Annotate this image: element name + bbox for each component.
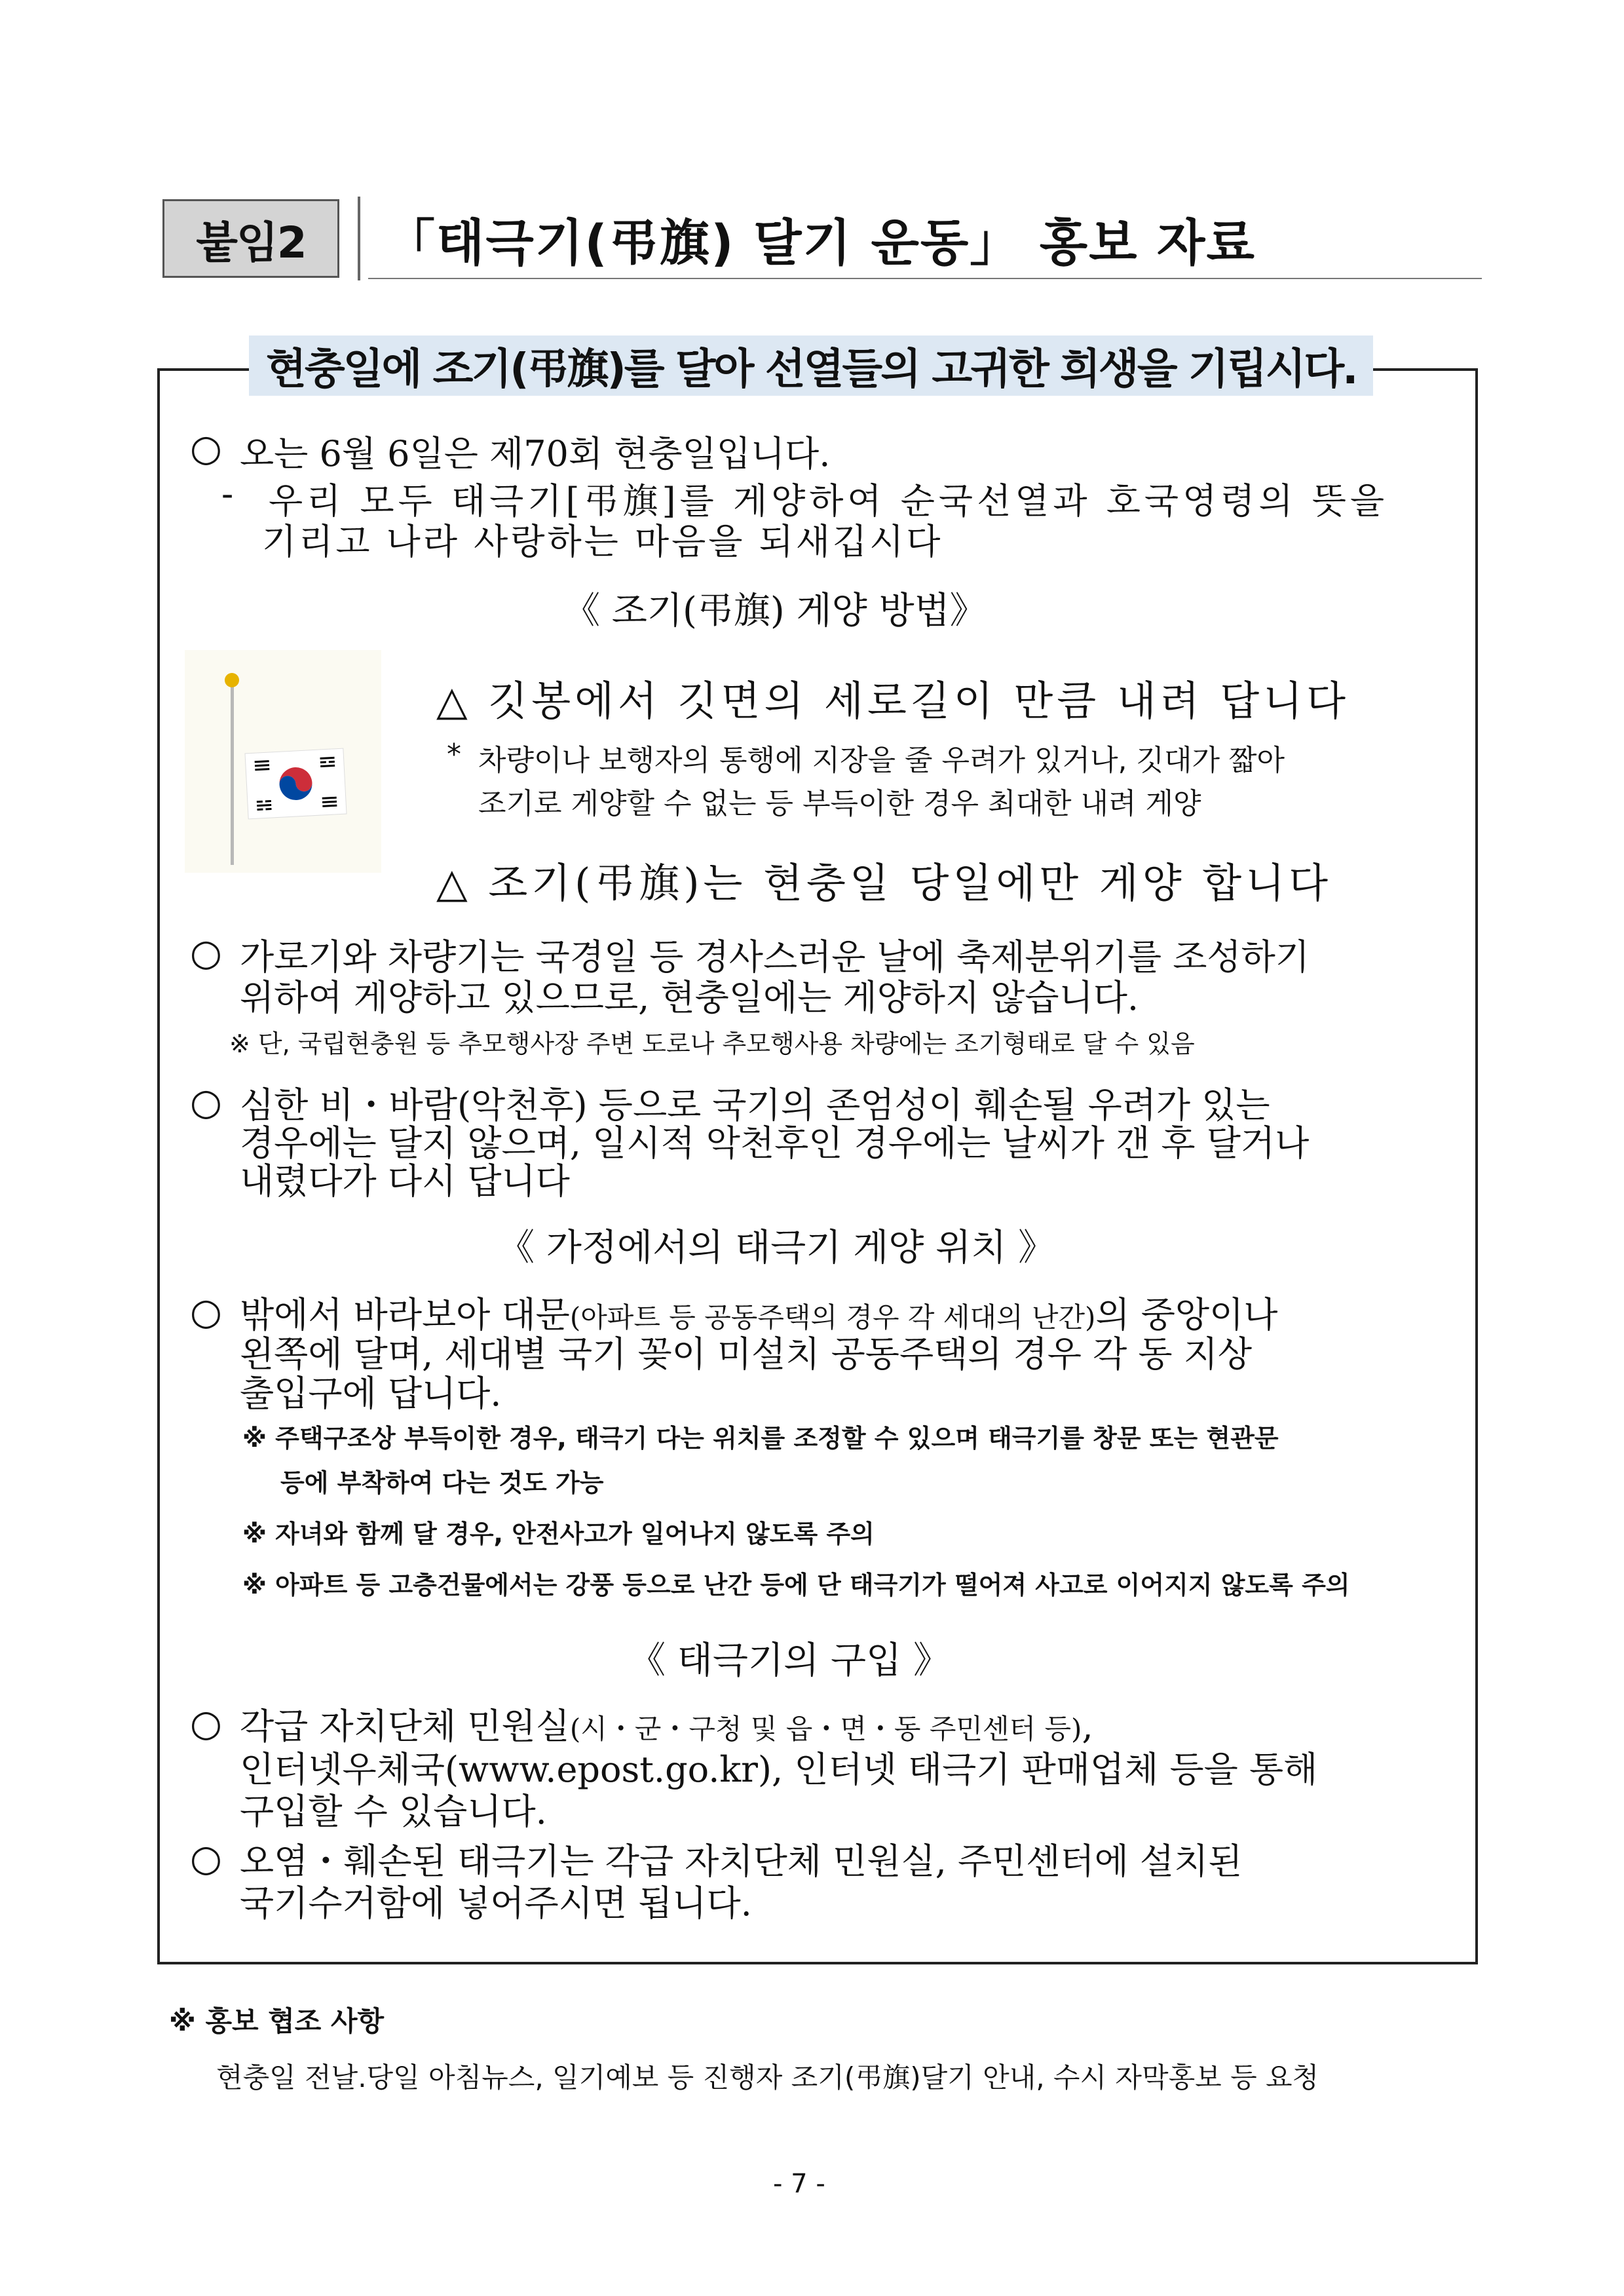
purchase-bullet-2: ○ — [190, 1837, 222, 1880]
street-bullet: ○ — [190, 932, 222, 974]
purchase-line1-b: , — [1082, 1706, 1093, 1747]
home-bullet: ○ — [190, 1291, 222, 1333]
purchase-line1-a: 각급 자치단체 민원실 — [240, 1706, 570, 1747]
weather-bullet: ○ — [190, 1081, 222, 1124]
cooperation-text: 현충일 전날.당일 아침뉴스, 일기예보 등 진행자 조기(弔旗)달기 안내, 수시 자막홍보 등 요청 — [216, 2061, 1319, 2094]
page-title: 「태극기(弔旗) 달기 운동」 홍보 자료 — [385, 214, 1256, 272]
title-divider — [358, 197, 360, 280]
intro-dash: - — [221, 473, 234, 514]
box-heading-text: 현충일에 조기(弔旗)를 달아 선열들의 고귀한 희생을 기립시다. — [266, 345, 1357, 394]
title-underline — [368, 278, 1482, 279]
attachment-tag-label: 붙임2 — [196, 217, 306, 268]
cooperation-heading: ※ 홍보 협조 사항 — [169, 2005, 385, 2037]
purchase-line3: 구입할 수 있습니다. — [240, 1791, 547, 1832]
intro-sub-line1: 우리 모두 태극기[弔旗]를 게양하여 순국선열과 호국영령의 뜻을 — [269, 480, 1389, 522]
home-line2: 왼쪽에 달며, 세대별 국기 꽂이 미설치 공동주택의 경우 각 동 지상 — [240, 1333, 1253, 1375]
home-note1-line2: 등에 부착하여 다는 것도 가능 — [280, 1468, 604, 1497]
intro-line: 오는 6월 6일은 제70회 현충일입니다. — [240, 433, 831, 474]
half-mast-flag-illustration — [185, 650, 381, 873]
weather-line1: 심한 비・바람(악천후) 등으로 국기의 존엄성이 훼손될 우려가 있는 — [240, 1084, 1270, 1126]
purchase-heading: 《 태극기의 구입 》 — [629, 1639, 950, 1682]
home-line3: 출입구에 답니다. — [240, 1373, 502, 1414]
purchase-line5: 국기수거함에 넣어주시면 됩니다. — [240, 1883, 752, 1924]
page-number: - 7 - — [773, 2169, 825, 2199]
street-note: ※ 단, 국립현충원 등 추모행사장 주변 도로나 추모행사용 차량에는 조기형태로 달 수 있음 — [229, 1029, 1195, 1058]
home-note2: ※ 자녀와 함께 달 경우, 안전사고가 일어나지 않도록 주의 — [242, 1520, 875, 1548]
method-heading: 《 조기(弔旗) 게양 방법》 — [563, 590, 987, 632]
method-item-1: △ 깃봉에서 깃면의 세로길이 만큼 내려 답니다 — [436, 677, 1350, 725]
attachment-tag — [162, 199, 339, 278]
method-note-line2: 조기로 게양할 수 없는 등 부득이한 경우 최대한 내려 게양 — [478, 787, 1201, 820]
home-line1-b: 의 중앙이나 — [1095, 1294, 1278, 1335]
purchase-line2: 인터넷우체국(www.epost.go.kr), 인터넷 태극기 판매업체 등을 통해 — [240, 1749, 1318, 1790]
purchase-bullet-1: ○ — [190, 1702, 222, 1745]
home-line1-small: (아파트 등 공동주택의 경우 각 세대의 난간) — [569, 1301, 1096, 1333]
home-heading: 《 가정에서의 태극기 게양 위치 》 — [498, 1227, 1055, 1269]
street-line2: 위하여 게양하고 있으므로, 현충일에는 게양하지 않습니다. — [240, 977, 1139, 1018]
method-item-2: △ 조기(弔旗)는 현충일 당일에만 게양 합니다 — [436, 859, 1332, 907]
purchase-line1-small: (시・군・구청 및 읍・면・동 주민센터 등) — [569, 1713, 1082, 1745]
street-line1: 가로기와 차량기는 국경일 등 경사스러운 날에 축제분위기를 조성하기 — [240, 936, 1310, 978]
method-note-star: * — [447, 738, 461, 771]
intro-bullet: ○ — [190, 427, 222, 470]
intro-sub-line2: 기리고 나라 사랑하는 마음을 되새깁시다 — [262, 521, 943, 562]
home-line1-a: 밖에서 바라보아 대문 — [240, 1294, 570, 1335]
home-note1-line1: ※ 주택구조상 부득이한 경우, 태극기 다는 위치를 조정할 수 있으며 태극기를 창문 또는 현관문 — [242, 1424, 1279, 1453]
method-note-line1: 차량이나 보행자의 통행에 지장을 줄 우려가 있거나, 깃대가 짧아 — [478, 744, 1285, 777]
weather-line3: 내렸다가 다시 답니다 — [240, 1160, 570, 1202]
home-note3: ※ 아파트 등 고층건물에서는 강풍 등으로 난간 등에 단 태극기가 떨어져 사고로 이어지지 않도록 주의 — [242, 1571, 1350, 1599]
weather-line2: 경우에는 달지 않으며, 일시적 악천후인 경우에는 날씨가 갠 후 달거나 — [240, 1122, 1310, 1164]
purchase-line4: 오염・훼손된 태극기는 각급 자치단체 민원실, 주민센터에 설치된 — [240, 1841, 1243, 1882]
box-heading — [249, 335, 1373, 396]
